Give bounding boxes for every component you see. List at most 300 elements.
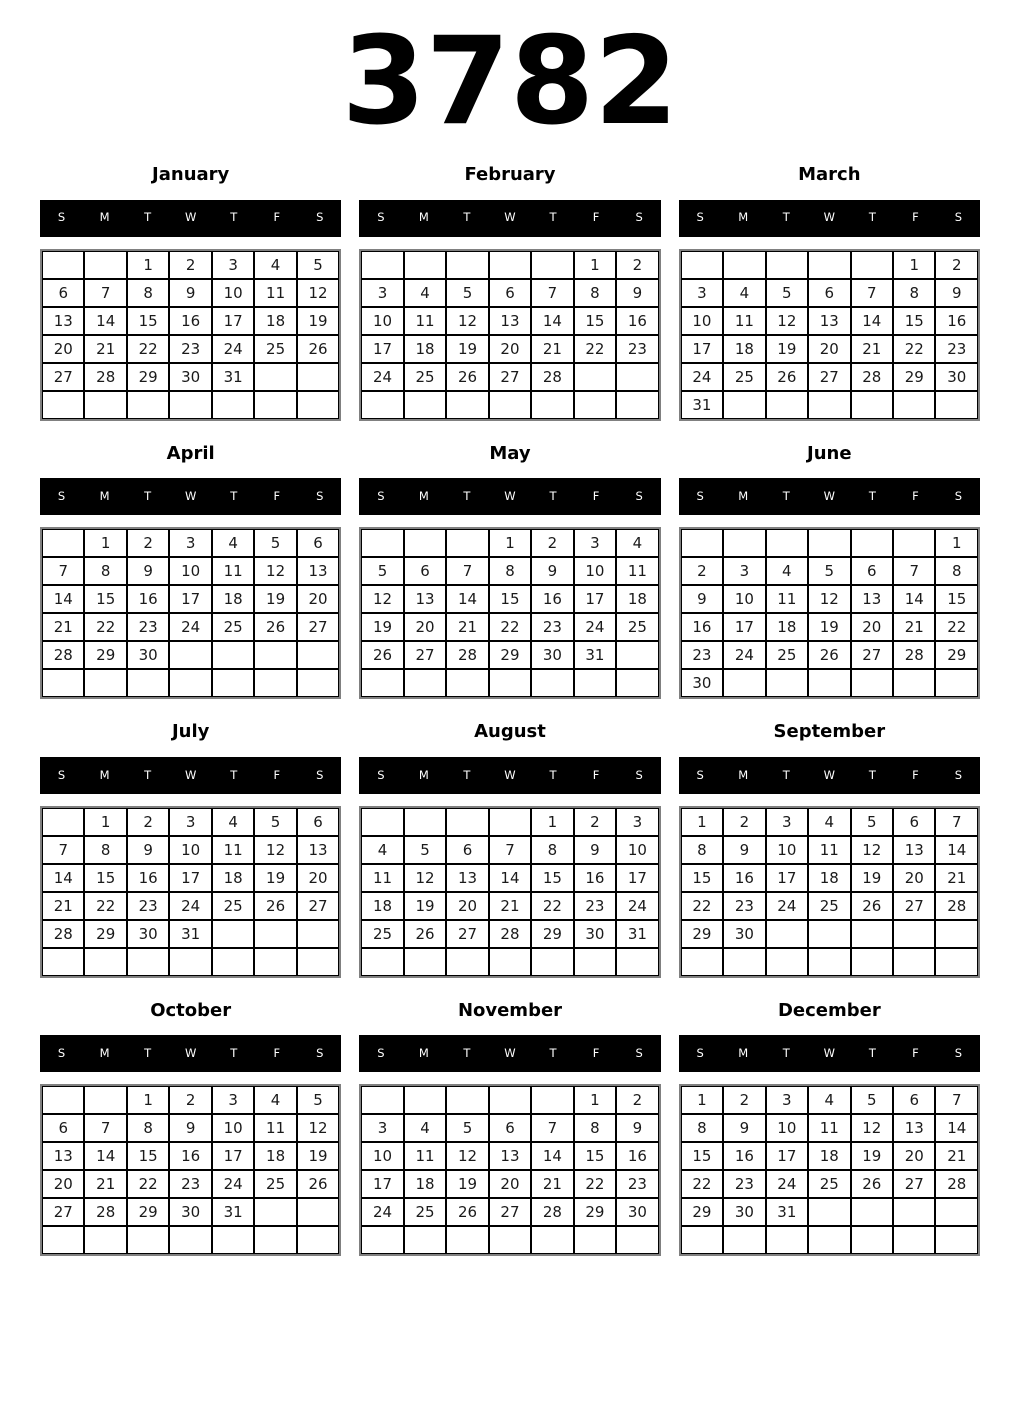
date-cell: 16 (723, 864, 765, 892)
date-cell: 22 (531, 892, 573, 920)
date-cell (681, 251, 723, 279)
date-cell: 15 (681, 864, 723, 892)
date-cell (851, 251, 893, 279)
date-cell: 21 (42, 892, 84, 920)
date-cell: 9 (531, 557, 573, 585)
date-cell: 10 (766, 1114, 808, 1142)
date-cell: 22 (893, 335, 935, 363)
date-cell: 7 (84, 279, 126, 307)
date-cell: 1 (531, 808, 573, 836)
date-cell: 22 (681, 1170, 723, 1198)
date-cell: 6 (893, 808, 935, 836)
month-may (359, 439, 660, 700)
date-row (681, 1142, 978, 1170)
date-cell: 5 (254, 529, 296, 557)
date-cell: 26 (851, 1170, 893, 1198)
date-cell: 13 (489, 307, 531, 335)
date-cell (935, 391, 978, 419)
date-cell (808, 251, 850, 279)
weekday-header-bar (359, 1035, 660, 1072)
date-cell: 16 (681, 613, 723, 641)
date-cell (616, 1226, 659, 1254)
date-cell: 28 (446, 641, 488, 669)
date-row (361, 920, 658, 948)
month-title: August (474, 721, 546, 743)
date-cell: 1 (84, 529, 126, 557)
date-cell (169, 948, 211, 976)
date-row (42, 613, 339, 641)
date-cell: 25 (404, 363, 446, 391)
date-cell: 9 (574, 836, 616, 864)
date-cell: 14 (531, 307, 573, 335)
date-cell: 8 (574, 1114, 616, 1142)
date-cell: 12 (851, 836, 893, 864)
date-cell: 3 (616, 808, 659, 836)
date-cell: 20 (893, 1142, 935, 1170)
date-cell: 6 (297, 529, 340, 557)
month-title: July (171, 721, 210, 743)
date-cell: 30 (681, 669, 723, 697)
date-cell: 18 (404, 1170, 446, 1198)
date-cell (404, 251, 446, 279)
date-row (42, 1170, 339, 1198)
date-cell: 12 (766, 307, 808, 335)
date-cell: 28 (531, 363, 573, 391)
date-cell: 19 (851, 1142, 893, 1170)
date-grid (359, 527, 660, 699)
date-row (42, 1114, 339, 1142)
date-cell (361, 1226, 403, 1254)
date-cell: 10 (212, 279, 254, 307)
date-cell: 4 (212, 808, 254, 836)
date-cell (84, 1226, 126, 1254)
date-cell: 14 (42, 864, 84, 892)
date-cell: 25 (766, 641, 808, 669)
weekday-label: S (954, 1046, 963, 1061)
date-cell (42, 669, 84, 697)
date-cell: 2 (127, 808, 169, 836)
date-cell: 4 (808, 808, 850, 836)
date-cell (893, 1198, 935, 1226)
date-row (681, 557, 978, 585)
date-cell: 22 (489, 613, 531, 641)
date-row (42, 1226, 339, 1254)
date-cell: 14 (446, 585, 488, 613)
date-cell: 29 (127, 1198, 169, 1226)
date-cell (489, 1086, 531, 1114)
month-september (679, 717, 980, 978)
date-cell: 1 (574, 1086, 616, 1114)
date-cell (766, 1226, 808, 1254)
date-cell: 15 (127, 307, 169, 335)
date-cell: 18 (254, 1142, 296, 1170)
month-title: March (798, 164, 861, 185)
date-cell (212, 920, 254, 948)
date-cell: 9 (616, 279, 659, 307)
date-row (42, 920, 339, 948)
date-row (361, 1170, 658, 1198)
weekday-label: F (273, 767, 281, 782)
date-cell (169, 669, 211, 697)
date-cell: 22 (84, 892, 126, 920)
weekday-header-bar (679, 200, 980, 237)
date-cell: 9 (616, 1114, 659, 1142)
weekday-label: W (823, 488, 835, 503)
date-cell: 25 (254, 1170, 296, 1198)
date-cell: 30 (616, 1198, 659, 1226)
date-cell: 30 (723, 920, 765, 948)
date-cell (297, 641, 340, 669)
date-cell (446, 1226, 488, 1254)
date-cell: 6 (42, 1114, 84, 1142)
weekday-label: S (377, 767, 385, 782)
weekday-header-bar (359, 200, 660, 237)
date-cell (404, 669, 446, 697)
weekday-label: F (592, 210, 600, 225)
date-cell: 17 (169, 585, 211, 613)
date-cell: 25 (616, 613, 659, 641)
date-cell: 2 (169, 251, 211, 279)
date-row (681, 307, 978, 335)
date-cell: 12 (808, 585, 850, 613)
weekday-label: F (592, 767, 600, 782)
date-cell: 23 (723, 892, 765, 920)
date-row (361, 948, 658, 976)
date-cell (361, 669, 403, 697)
date-row (361, 1086, 658, 1114)
weekday-label: T (463, 488, 471, 503)
date-cell (851, 948, 893, 976)
date-cell: 13 (42, 1142, 84, 1170)
date-cell: 24 (169, 892, 211, 920)
date-cell (127, 948, 169, 976)
month-july (40, 717, 341, 978)
date-row (42, 836, 339, 864)
date-row (681, 585, 978, 613)
date-cell (723, 669, 765, 697)
date-cell: 13 (404, 585, 446, 613)
date-cell (254, 669, 296, 697)
month-title: September (773, 721, 886, 743)
weekday-label: M (99, 210, 110, 225)
date-cell: 29 (893, 363, 935, 391)
date-cell: 15 (893, 307, 935, 335)
date-cell: 4 (723, 279, 765, 307)
date-cell: 7 (42, 557, 84, 585)
date-cell: 8 (127, 1114, 169, 1142)
date-cell (766, 391, 808, 419)
date-cell: 23 (127, 613, 169, 641)
date-cell: 12 (254, 557, 296, 585)
date-cell: 14 (84, 1142, 126, 1170)
date-cell: 23 (169, 335, 211, 363)
date-row (361, 808, 658, 836)
weekday-label: T (549, 1046, 557, 1061)
date-cell: 6 (808, 279, 850, 307)
date-row (361, 1142, 658, 1170)
date-cell: 17 (766, 1142, 808, 1170)
date-cell: 3 (169, 529, 211, 557)
date-row (361, 864, 658, 892)
date-cell: 23 (616, 1170, 659, 1198)
date-cell: 14 (935, 836, 978, 864)
weekday-label: T (463, 1046, 471, 1061)
date-row (681, 529, 978, 557)
date-cell (766, 251, 808, 279)
date-cell: 29 (84, 920, 126, 948)
date-cell: 25 (212, 892, 254, 920)
date-cell: 2 (681, 557, 723, 585)
date-cell: 9 (681, 585, 723, 613)
date-cell: 7 (893, 557, 935, 585)
date-cell: 17 (361, 335, 403, 363)
date-cell (361, 391, 403, 419)
date-cell (446, 948, 488, 976)
date-cell (893, 391, 935, 419)
date-cell: 14 (851, 307, 893, 335)
weekday-label: S (635, 767, 643, 782)
date-cell: 3 (766, 1086, 808, 1114)
date-cell: 25 (404, 1198, 446, 1226)
date-cell: 21 (935, 1142, 978, 1170)
date-cell: 22 (574, 1170, 616, 1198)
date-cell (297, 948, 340, 976)
date-cell (404, 1226, 446, 1254)
date-cell: 18 (808, 864, 850, 892)
date-row (361, 836, 658, 864)
date-cell: 14 (42, 585, 84, 613)
date-cell: 31 (681, 391, 723, 419)
date-cell: 24 (616, 892, 659, 920)
date-cell: 1 (127, 1086, 169, 1114)
date-cell: 17 (723, 613, 765, 641)
date-row (361, 1198, 658, 1226)
weekday-label: S (635, 1046, 643, 1061)
date-cell (808, 1226, 850, 1254)
date-row (681, 279, 978, 307)
date-cell: 24 (681, 363, 723, 391)
weekday-header-bar (40, 478, 341, 515)
date-cell: 7 (84, 1114, 126, 1142)
date-cell: 14 (84, 307, 126, 335)
date-row (42, 1086, 339, 1114)
date-grid (40, 806, 341, 978)
date-cell: 21 (84, 1170, 126, 1198)
date-cell (851, 529, 893, 557)
weekday-label: T (144, 1046, 152, 1061)
date-cell: 5 (766, 279, 808, 307)
date-cell (169, 641, 211, 669)
date-cell (851, 920, 893, 948)
date-cell (446, 391, 488, 419)
date-cell: 26 (851, 892, 893, 920)
date-cell: 22 (574, 335, 616, 363)
date-cell: 18 (361, 892, 403, 920)
month-june (679, 439, 980, 700)
weekday-header-bar (40, 200, 341, 237)
date-row (361, 363, 658, 391)
weekday-label: F (592, 1046, 600, 1061)
weekday-label: F (912, 1046, 919, 1061)
weekday-label: T (230, 488, 238, 503)
date-row (42, 641, 339, 669)
month-march (679, 160, 980, 421)
weekday-label: T (868, 767, 876, 782)
date-cell: 4 (212, 529, 254, 557)
date-cell: 1 (489, 529, 531, 557)
date-cell (84, 1086, 126, 1114)
date-cell: 18 (766, 613, 808, 641)
date-row (681, 669, 978, 697)
date-cell (169, 391, 211, 419)
weekday-label: M (418, 210, 429, 225)
date-cell: 12 (446, 307, 488, 335)
date-cell: 27 (297, 613, 340, 641)
month-title: December (777, 999, 881, 1021)
date-cell: 20 (893, 864, 935, 892)
date-row (361, 251, 658, 279)
date-cell: 21 (531, 335, 573, 363)
date-cell: 16 (935, 307, 978, 335)
weekday-label: S (316, 1046, 324, 1061)
date-cell (127, 391, 169, 419)
date-cell (127, 669, 169, 697)
weekday-label: F (592, 488, 600, 503)
date-cell: 12 (361, 585, 403, 613)
date-cell: 6 (489, 279, 531, 307)
date-cell: 6 (404, 557, 446, 585)
date-cell: 21 (446, 613, 488, 641)
date-cell (531, 669, 573, 697)
date-row (681, 335, 978, 363)
date-cell (531, 1086, 573, 1114)
date-cell: 30 (723, 1198, 765, 1226)
date-cell: 20 (404, 613, 446, 641)
date-cell (297, 669, 340, 697)
weekday-label: W (184, 488, 197, 503)
date-cell: 11 (808, 836, 850, 864)
date-cell: 16 (127, 864, 169, 892)
date-cell: 29 (127, 363, 169, 391)
weekday-label: W (184, 210, 197, 225)
date-cell (723, 948, 765, 976)
weekday-label: T (782, 1046, 790, 1061)
date-cell: 18 (723, 335, 765, 363)
date-cell: 30 (169, 363, 211, 391)
date-cell: 1 (935, 529, 978, 557)
date-cell (893, 669, 935, 697)
date-row (42, 307, 339, 335)
date-cell: 11 (766, 585, 808, 613)
date-grid (359, 806, 660, 978)
date-cell (297, 920, 340, 948)
date-cell (935, 948, 978, 976)
date-cell: 29 (84, 641, 126, 669)
date-cell: 19 (404, 892, 446, 920)
date-cell: 23 (169, 1170, 211, 1198)
date-cell: 6 (42, 279, 84, 307)
date-cell (297, 1226, 340, 1254)
date-cell: 26 (808, 641, 850, 669)
date-cell: 19 (297, 1142, 340, 1170)
date-cell: 5 (297, 251, 340, 279)
date-cell (574, 669, 616, 697)
date-cell: 17 (681, 335, 723, 363)
date-cell (212, 669, 254, 697)
date-row (42, 251, 339, 279)
date-cell (489, 948, 531, 976)
date-cell: 17 (766, 864, 808, 892)
date-row (361, 669, 658, 697)
date-cell (42, 251, 84, 279)
date-row (42, 363, 339, 391)
date-cell (681, 529, 723, 557)
date-cell: 2 (574, 808, 616, 836)
date-cell (404, 948, 446, 976)
date-cell (169, 1226, 211, 1254)
weekday-header-bar (40, 1035, 341, 1072)
date-cell: 11 (723, 307, 765, 335)
date-cell: 28 (489, 920, 531, 948)
date-cell (489, 1226, 531, 1254)
date-cell: 18 (254, 307, 296, 335)
date-cell: 25 (254, 335, 296, 363)
date-cell: 5 (808, 557, 850, 585)
month-april (40, 439, 341, 700)
date-cell: 15 (935, 585, 978, 613)
date-cell: 9 (935, 279, 978, 307)
date-cell: 8 (531, 836, 573, 864)
date-cell: 16 (723, 1142, 765, 1170)
date-grid (40, 527, 341, 699)
weekday-label: T (549, 767, 557, 782)
date-cell: 3 (361, 1114, 403, 1142)
date-cell: 9 (127, 557, 169, 585)
date-cell (489, 808, 531, 836)
date-cell (574, 363, 616, 391)
date-cell: 13 (42, 307, 84, 335)
date-cell: 16 (616, 1142, 659, 1170)
date-cell: 19 (446, 1170, 488, 1198)
date-row (361, 1226, 658, 1254)
date-row (681, 836, 978, 864)
date-cell: 26 (446, 1198, 488, 1226)
date-cell: 2 (169, 1086, 211, 1114)
date-cell (851, 391, 893, 419)
date-cell (935, 1226, 978, 1254)
date-cell (42, 1226, 84, 1254)
date-cell: 11 (254, 1114, 296, 1142)
weekday-label: S (635, 210, 643, 225)
date-cell: 20 (42, 1170, 84, 1198)
weekday-label: S (57, 1046, 66, 1061)
date-cell: 8 (84, 836, 126, 864)
weekday-header-bar (359, 757, 660, 794)
date-cell: 16 (531, 585, 573, 613)
date-cell: 19 (254, 585, 296, 613)
date-cell: 20 (808, 335, 850, 363)
month-title: October (150, 999, 232, 1021)
date-cell: 4 (808, 1086, 850, 1114)
date-cell: 18 (212, 585, 254, 613)
date-cell: 24 (361, 363, 403, 391)
date-cell: 31 (212, 1198, 254, 1226)
month-february (359, 160, 660, 421)
date-cell (893, 529, 935, 557)
date-cell: 16 (127, 585, 169, 613)
weekday-label: S (954, 210, 963, 225)
date-cell (766, 920, 808, 948)
